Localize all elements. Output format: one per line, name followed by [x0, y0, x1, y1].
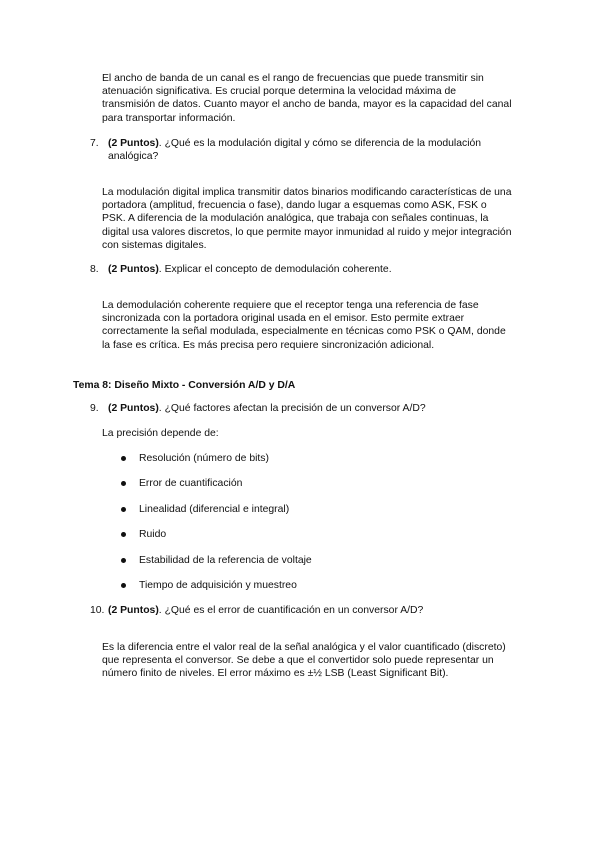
- bullet-icon: [121, 507, 126, 512]
- question-10-number: 10.: [90, 605, 105, 616]
- answer-9-intro: La precisión depende de:: [102, 428, 219, 439]
- question-10-points: (2 Puntos): [108, 605, 159, 616]
- section-heading: Tema 8: Diseño Mixto - Conversión A/D y D/A: [73, 380, 296, 391]
- question-8-text: [108, 263, 510, 276]
- question-10-question: . ¿Qué es el error de cuantificación en un conversor A/D?: [158, 605, 424, 616]
- answer-7: La modulación digital implica transmitir datos binarios modificando características de una portadora (amplitud, frecuencia o fase), dando lugar a esquemas como ASK, FSK o PSK. A diferencia de la modulación analógica, que trabaja con señales continuas, la digital usa valores discretos, lo que permite mayor inmunidad al ruido y mejor integración con sistemas digitales.: [102, 187, 512, 251]
- bullet-icon: [121, 481, 126, 486]
- question-9-number: 9.: [90, 403, 99, 414]
- question-7-number: 7.: [90, 138, 99, 149]
- question-8-number: 8.: [90, 264, 99, 275]
- list-item: Linealidad (diferencial e integral): [102, 503, 502, 528]
- answer-8: La demodulación coherente requiere que el receptor tenga una referencia de fase sincronizada con la portadora original usada en el emisor. Esto permite extraer correctamente la señal modulada, especialmente en técnicas como PSK o QAM, donde la fase es crítica. Es más precisa pero requiere sincronización adicional.: [102, 300, 506, 351]
- question-7-text: [108, 137, 510, 163]
- answer-10: Es la diferencia entre el valor real de la señal analógica y el valor cuantificado (discreto) que representa el conversor. Se debe a que el convertidor solo puede representar un número finito de niveles. El error máximo es ±½ LSB (Least Significant Bit).: [102, 642, 506, 680]
- list-item: Estabilidad de la referencia de voltaje: [102, 554, 502, 579]
- question-8-points: (2 Puntos): [108, 264, 159, 275]
- question-10-text: [108, 604, 510, 617]
- question-7-points: (2 Puntos): [108, 138, 159, 149]
- question-9-points: (2 Puntos): [108, 403, 159, 414]
- question-7-question: . ¿Qué es la modulación digital y cómo se diferencia de la modulación analógica?: [108, 138, 482, 163]
- list-item: Resolución (número de bits): [102, 452, 502, 477]
- question-9-text: [108, 402, 510, 415]
- list-item: Ruido: [102, 528, 502, 553]
- bullet-icon: [121, 532, 126, 537]
- list-item: Tiempo de adquisición y muestreo: [102, 579, 502, 604]
- intro-paragraph: El ancho de banda de un canal es el rango de frecuencias que puede transmitir sin atenuación significativa. Es crucial porque determina la velocidad máxima de transmisión de datos. Cuanto mayor el ancho de banda, mayor es la capacidad del canal para transportar información.: [102, 73, 512, 124]
- question-8-question: . Explicar el concepto de demodulación coherente.: [158, 264, 392, 275]
- list-item: Error de cuantificación: [102, 477, 502, 502]
- bullet-icon: [121, 456, 126, 461]
- question-9-question: . ¿Qué factores afectan la precisión de un conversor A/D?: [158, 403, 426, 414]
- precision-factors-list: [102, 452, 502, 604]
- bullet-icon: [121, 583, 126, 588]
- bullet-icon: [121, 558, 126, 563]
